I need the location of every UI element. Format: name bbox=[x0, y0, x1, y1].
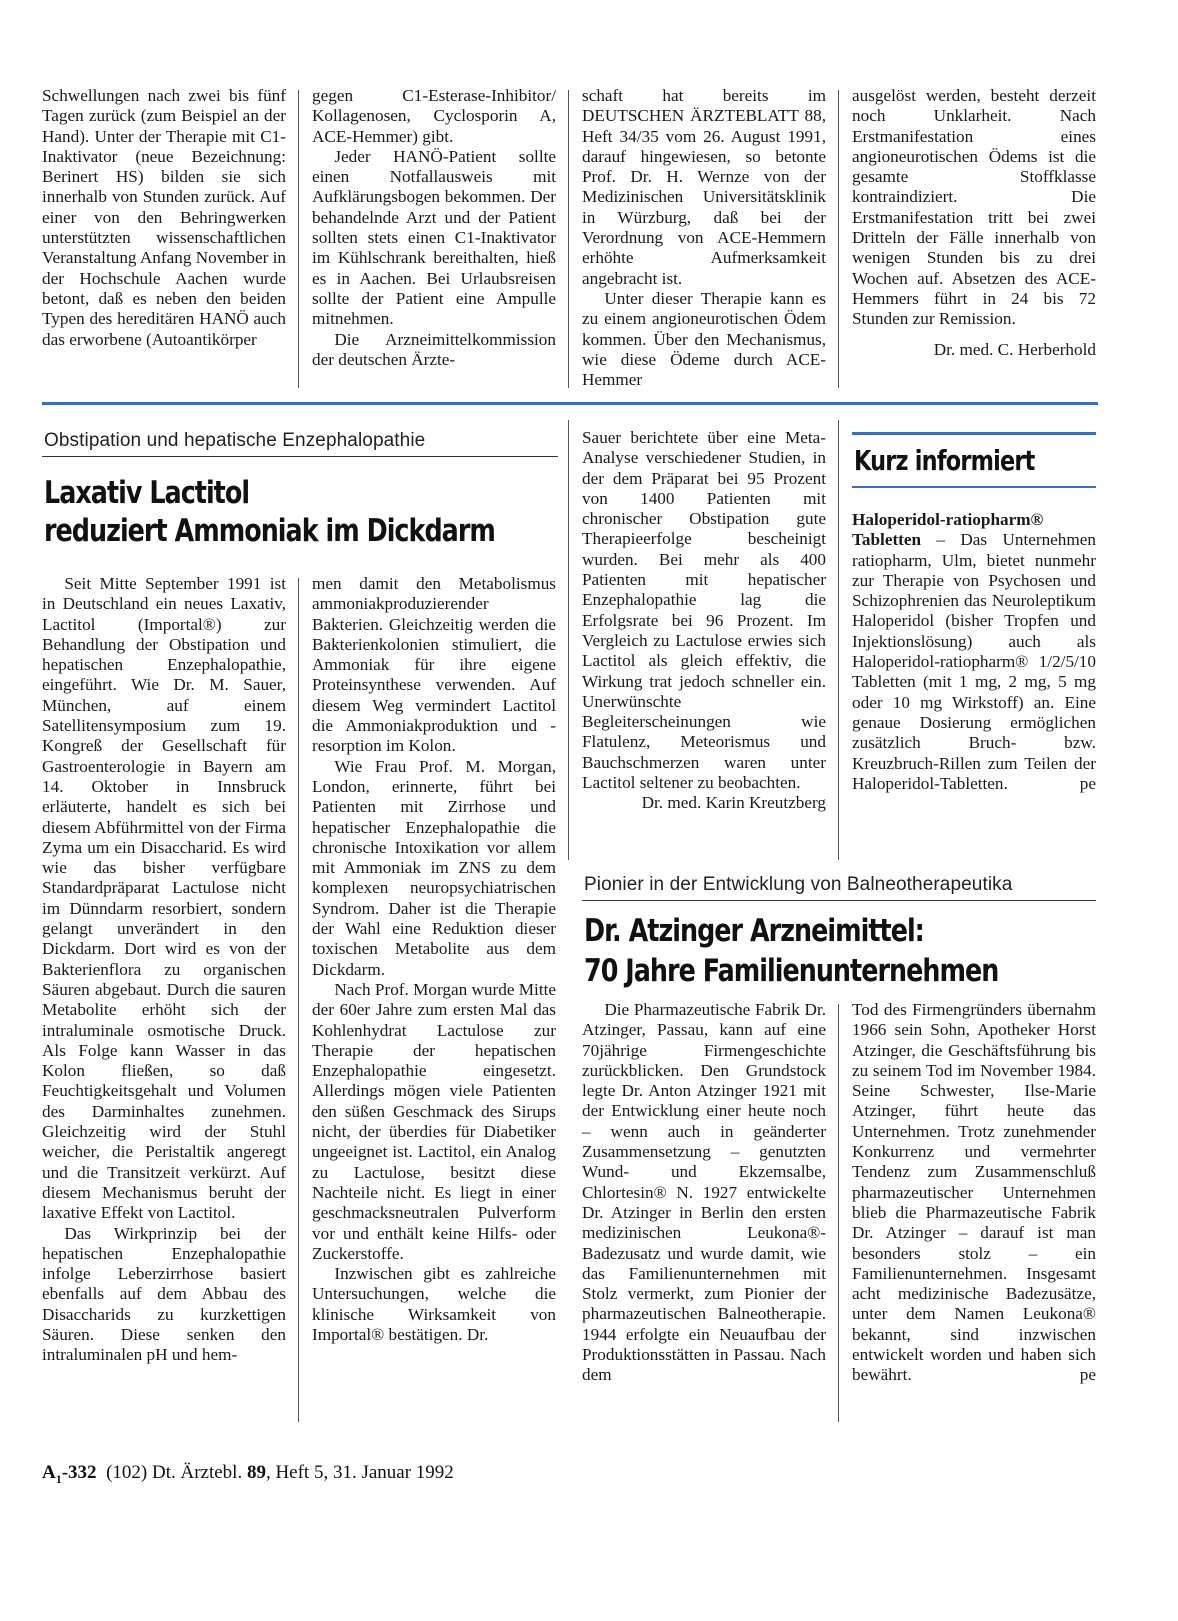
column-rule bbox=[568, 420, 569, 860]
article2-headline-line1: Dr. Atzinger Arzneimittel: bbox=[584, 913, 924, 949]
paragraph-text: Tod des Firmengründers übernahm 1966 sein Sohn, Apotheker Horst Atzinger, die Geschäftsführung bis zu seinem Tod im November 1984. Seine Schwester, Ilse-Marie Atzinger, führt heute das Unternehmen. Trotz zunehmender Konkurrenz und vermehrter Tendenz zum Zusammenschluß pharmazeutischer Unternehmen blieb die Pharmazeutische Fabrik Dr. Atzinger – darauf ist man besonders stolz – ein Familienunternehmen. Insgesamt acht medizinische Badezusätze, unter dem Namen Leukona® bekannt, sind inzwischen entwickelt worden und haben sich bewährt. bbox=[852, 1000, 1096, 1385]
top-column-3 bbox=[582, 86, 826, 390]
journal-volume: 89 bbox=[246, 1462, 266, 1483]
section-divider bbox=[42, 402, 1098, 405]
paragraph: Inzwischen gibt es zahlreiche Untersuchungen, welche die klinische Wirksamkeit von Importal® bestätigen. Dr. bbox=[312, 1264, 556, 1344]
paragraph: Jeder HANÖ-Patient sollte einen Notfallausweis mit Aufklärungsbogen bekommen. Der behandelnde Arzt und der Patient sollten stets einen C1-Inaktivator im Kühlschrank bereithalten, hieß es in Aachen. Bei Urlaubsreisen sollte der Patient eine Ampulle mitnehmen. bbox=[312, 146, 556, 329]
article1-column-2 bbox=[312, 574, 556, 1345]
article2-kicker: Pionier in der Entwicklung von Balneotherapeutika bbox=[584, 874, 1013, 895]
issue-date: , Heft 5, 31. Januar 1992 bbox=[265, 1462, 454, 1483]
paragraph: Das Wirkprinzip bei der hepatischen Enzephalopathie infolge Leberzirrhose basiert ebenfalls auf dem Abbau des Disaccharids zu kurzkettigen Säuren. Diese senken den intraluminalen pH und hem- bbox=[42, 1223, 286, 1365]
paragraph: gegen C1-Esterase-Inhibitor/ Kollagenosen, Cyclosporin A, ACE-Hemmer) gibt. bbox=[312, 86, 556, 146]
paragraph: Die Pharmazeutische Fabrik Dr. Atzinger, Passau, kann auf eine 70jährige Firmengeschichte zurückblicken. Den Grundstock legte Dr. Anton Atzinger 1921 mit der Entwicklung einer heute noch – wenn auch in geänderter Zusammensetzung – genutzten Wund- und Ekzemsalbe, Chlortesin® N. 1927 entwickelte Dr. Atzinger in Berlin den ersten medizinischen Leukona®-Badezusatz und wurde damit, wie das Familienunternehmen mit Stolz vermerkt, zum Pionier der pharmazeutischen Balneotherapie. 1944 erfolgte ein Neuaufbau der Produktionsstätten in Passau. Nach dem bbox=[582, 1000, 826, 1385]
kurz-informiert-text bbox=[852, 510, 1096, 794]
author-signature: Dr. med. C. Herberhold bbox=[933, 339, 1096, 359]
article1-kicker: Obstipation und hepatische Enzephalopathie bbox=[44, 430, 426, 451]
column-rule bbox=[298, 90, 299, 388]
top-column-4 bbox=[852, 86, 1096, 360]
column-rule bbox=[298, 578, 299, 1422]
article1-column-3 bbox=[582, 428, 826, 814]
box-title-rule bbox=[852, 486, 1096, 488]
paragraph: men damit den Metabolismus ammoniakproduzierender Bakterien. Gleichzeitig werden die Bakterienkolonien stimuliert, die Ammoniak für ihre eigene Proteinsynthese verwenden. Auf diesem Weg vermindert Lactitol die Ammoniakproduktion und -resorption im Kolon. bbox=[312, 574, 556, 756]
paragraph: Die Arzneimittelkommission der deutschen Ärzte- bbox=[312, 329, 556, 369]
column-rule bbox=[838, 90, 839, 388]
article1-headline-line1: Laxativ Lactitol bbox=[44, 475, 250, 511]
page-prefix: A bbox=[42, 1462, 56, 1483]
product-name: Haloperidol-ratiopharm® Tabletten bbox=[852, 510, 1044, 550]
article2-column-2 bbox=[852, 1000, 1096, 1386]
author-signature: pe bbox=[1079, 1365, 1096, 1385]
article1-headline-line2: reduziert Ammoniak im Dickdarm bbox=[44, 513, 495, 549]
box-top-rule bbox=[852, 432, 1096, 435]
top-column-1 bbox=[42, 86, 286, 350]
page-number: -332 bbox=[61, 1462, 97, 1483]
kicker-underline bbox=[582, 900, 1096, 901]
column-rule bbox=[838, 420, 839, 860]
paragraph: Sauer berichtete über eine Meta-Analyse verschiedener Studien, in der dem Präparat bei 95 Prozent von 1400 Patienten mit chronischer Obstipation gute Therapieerfolge bescheinigt wurden. Bei mehr als 400 Patienten mit hepatischer Enzephalopathie lag die Erfolgsrate bei 96 Prozent. Im Vergleich zu Lactulose erwies sich Lactitol als gleich effektiv, die Wirkung trat jedoch schneller ein. Unerwünschte Begleiterscheinungen wie Flatulenz, Meteorismus und Bauchschmerzen waren unter Lactitol seltener zu beobachten. bbox=[582, 428, 826, 793]
page-subscript: 1 bbox=[55, 1471, 62, 1486]
paragraph: Seit Mitte September 1991 ist in Deutschland ein neues Laxativ, Lactitol (Importal®) zur Behandlung der Obstipation und hepatischen Enzephalopathie, eingeführt. Wie Dr. M. Sauer, München, auf einem Satellitensymposium zum 19. Kongreß der Gesellschaft für Gastroenterologie in Bayern am 14. Oktober in Innsbruck erläuterte, handelt es sich bei diesem Abführmittel von der Firma Zyma um ein Disaccharid. Es wird wie das bisher verfügbare Standardpräparat Lactulose nicht im Dünndarm resorbiert, sondern gelangt unverändert in den Dickdarm. Dort wird es von der Bakterienflora zu organischen Säuren abgebaut. Durch die sauren Metabolite erhöht sich der intraluminale osmotische Druck. Als Folge kann Wasser in das Kolon fließen, so daß Feuchtigkeitsgehalt und Volumen des Darminhaltes zunehmen. Gleichzeitig wird der Stuhl weicher, die Peristaltik angeregt und die Transitzeit verkürzt. Auf diesem Mechanismus beruht der laxative Effekt von Lactitol. bbox=[42, 574, 286, 1223]
author-signature: pe bbox=[1079, 773, 1096, 793]
kicker-underline bbox=[42, 456, 558, 457]
paragraph bbox=[852, 510, 1096, 794]
journal-issue: (102) Dt. Ärztebl. bbox=[106, 1462, 243, 1483]
article1-column-1 bbox=[42, 574, 286, 1366]
author-signature: Dr. med. Karin Kreutzberg bbox=[641, 793, 826, 813]
paragraph: Unter dieser Therapie kann es zu einem angioneurotischen Ödem kommen. Über den Mechanismus, wie diese Ödeme durch ACE-Hemmer bbox=[582, 288, 826, 390]
paragraph: Schwellungen nach zwei bis fünf Tagen zurück (zum Beispiel an der Hand). Unter der Therapie mit C1-Inaktivator (neue Bezeichnung: Berinert HS) bilden sie sich innerhalb von Stunden zurück. Auf einer von den Behringwerken unterstützten wissenschaftlichen Veranstaltung Anfang November in der Hochschule Aachen wurde betont, daß es neben den beiden Typen des hereditären HANÖ auch das erworbene (Autoantikörper bbox=[42, 86, 286, 349]
page-footer bbox=[42, 1462, 454, 1487]
product-description: – Das Unternehmen ratiopharm, Ulm, bietet nunmehr zur Therapie von Psychosen und Schizophrenien das Neuroleptikum Haloperidol (bisher Tropfen und Injektionslösung) auch als Haloperidol-ratiopharm® 1/2/5/10 Tabletten (mit 1 mg, 2 mg, 5 mg oder 10 mg Wirkstoff) an. Eine genaue Dosierung ermöglichen zusätzlich Bruch- bzw. Kreuzbruch-Rillen zum Teilen der Haloperidol-Tabletten. bbox=[852, 530, 1096, 793]
paragraph: Wie Frau Prof. M. Morgan, London, erinnerte, führt bei Patienten mit Zirrhose und hepatischer Enzephalopathie die chronische Intoxikation vor allem mit Ammoniak im ZNS zu dem komplexen neuropsychiatrischen Syndrom. Daher ist die Therapie der Wahl eine Reduktion dieser toxischen Metabolite aus dem Dickdarm. bbox=[312, 756, 556, 979]
column-rule bbox=[838, 1004, 839, 1422]
top-column-2 bbox=[312, 86, 556, 370]
paragraph: Nach Prof. Morgan wurde Mitte der 60er Jahre zum ersten Mal das Kohlenhydrat Lactulose zur Therapie der hepatischen Enzephalopathie eingesetzt. Allerdings mögen viele Patienten den süßen Geschmack des Sirups nicht, der überdies für Diabetiker ungeeignet ist. Lactitol, ein Analog zu Lactulose, besitzt diese Nachteile nicht. Es liegt in einer geschmacksneutralen Pulverform vor und enthält keine Hilfs- oder Zuckerstoffe. bbox=[312, 979, 557, 1263]
column-rule bbox=[568, 90, 569, 388]
article2-headline-line2: 70 Jahre Familienunternehmen bbox=[584, 953, 999, 989]
paragraph: schaft hat bereits im DEUTSCHEN ÄRZTEBLATT 88, Heft 34/35 vom 26. August 1991, darauf hingewiesen, so betonte Prof. Dr. H. Wernze von der Medizinischen Universitätsklinik in Würzburg, daß bei der Verordnung von ACE-Hemmern erhöhte Aufmerksamkeit angebracht ist. bbox=[582, 86, 826, 288]
paragraph: ausgelöst werden, besteht derzeit noch Unklarheit. Nach Erstmanifestation eines angioneurotischen Ödems ist die gesamte Stoffklasse kontraindiziert. Die Erstmanifestation tritt bei zwei Dritteln der Fälle innerhalb von wenigen Stunden bis zu drei Wochen auf. Absetzen des ACE-Hemmers führt in 24 bis 72 Stunden zur Remission. bbox=[852, 86, 1096, 329]
kurz-informiert-title: Kurz informiert bbox=[854, 444, 1035, 477]
paragraph bbox=[852, 1000, 1096, 1386]
article2-column-1 bbox=[582, 1000, 826, 1386]
